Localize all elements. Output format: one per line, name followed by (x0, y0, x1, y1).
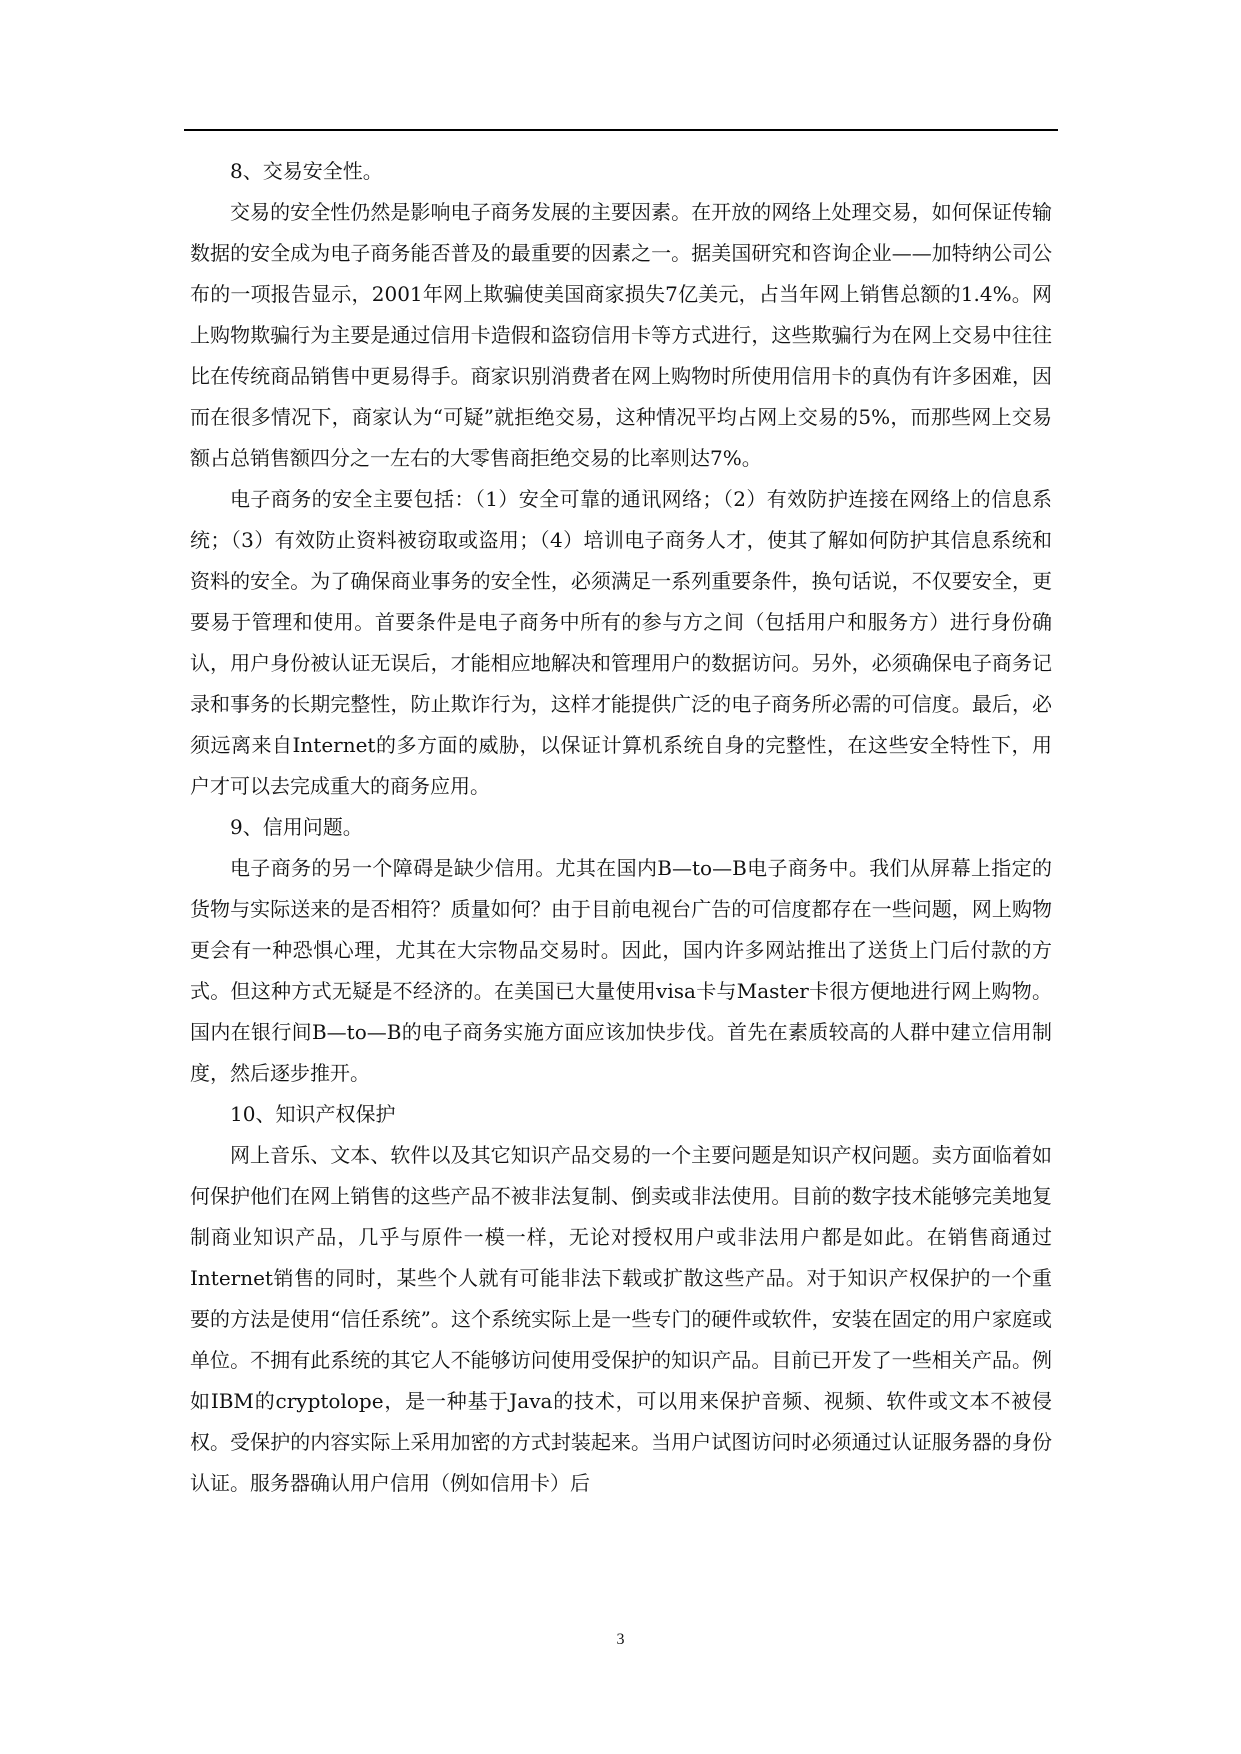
section-heading-security: 8、交易安全性。 (230, 159, 383, 183)
paragraph-ip: 网上音乐、文本、软件以及其它知识产品交易的一个主要问题是知识产权问题。卖方面临着如何保护他们在网上销售的这些产品不被非法复制、倒卖或非法使用。目前的数字技术能够完美地复制商业知识产品，几乎与原件一模一样，无论对授权用户或非法用户都是如此。在销售商通过Internet销售的同时，某些个人就有可能非法下载或扩散这些产品。对于知识产权保护的一个重要的方法是使用“信任系统”。这个系统实际上是一些专门的硬件或软件，安装在固定的用户家庭或单位。不拥有此系统的其它人不能够访问使用受保护的知识产品。目前已开发了一些相关产品。例如IBM的cryptolope，是一种基于Java的技术，可以用来保护音频、视频、软件或文本不被侵权。受保护的内容实际上采用加密的方式封装起来。当用户试图访问时必须通过认证服务器的身份认证。服务器确认用户信用（例如信用卡）后 (190, 1143, 1052, 1495)
section-heading-ip: 10、知识产权保护 (230, 1102, 396, 1126)
section-heading-credit: 9、信用问题。 (230, 815, 363, 839)
paragraph-security-fraud: 交易的安全性仍然是影响电子商务发展的主要因素。在开放的网络上处理交易，如何保证传输数据的安全成为电子商务能否普及的最重要的因素之一。据美国研究和咨询企业——加特纳公司公布的一项报告显示，2001年网上欺骗使美国商家损失7亿美元，占当年网上销售总额的1.4%。网上购物欺骗行为主要是通过信用卡造假和盗窃信用卡等方式进行，这些欺骗行为在网上交易中往往比在传统商品销售中更易得手。商家识别消费者在网上购物时所使用信用卡的真伪有许多困难，因而在很多情况下，商家认为“可疑”就拒绝交易，这种情况平均占网上交易的5%，而那些网上交易额占总销售额四分之一左右的大零售商拒绝交易的比率则达7%。 (190, 200, 1052, 470)
header-rule (184, 129, 1058, 131)
paragraph-security-requirements: 电子商务的安全主要包括：（1）安全可靠的通讯网络；（2）有效防护连接在网络上的信息系统；（3）有效防止资料被窃取或盗用；（4）培训电子商务人才，使其了解如何防护其信息系统和资料的安全。为了确保商业事务的安全性，必须满足一系列重要条件，换句话说，不仅要安全，更要易于管理和使用。首要条件是电子商务中所有的参与方之间（包括用户和服务方）进行身份确认，用户身份被认证无误后，才能相应地解决和管理用户的数据访问。另外，必须确保电子商务记录和事务的长期完整性，防止欺诈行为，这样才能提供广泛的电子商务所必需的可信度。最后，必须远离来自Internet的多方面的威胁，以保证计算机系统自身的完整性，在这些安全特性下，用户才可以去完成重大的商务应用。 (190, 487, 1052, 798)
page-number: 3 (616, 1631, 625, 1648)
paragraph-credit: 电子商务的另一个障碍是缺少信用。尤其在国内B—to—B电子商务中。我们从屏幕上指定的货物与实际送来的是否相符？质量如何？由于目前电视台广告的可信度都存在一些问题，网上购物更会有一种恐惧心理，尤其在大宗物品交易时。因此，国内许多网站推出了送货上门后付款的方式。但这种方式无疑是不经济的。在美国已大量使用visa卡与Master卡很方便地进行网上购物。国内在银行间B—to—B的电子商务实施方面应该加快步伐。首先在素质较高的人群中建立信用制度，然后逐步推开。 (190, 856, 1052, 1085)
body-text (190, 151, 1052, 1504)
